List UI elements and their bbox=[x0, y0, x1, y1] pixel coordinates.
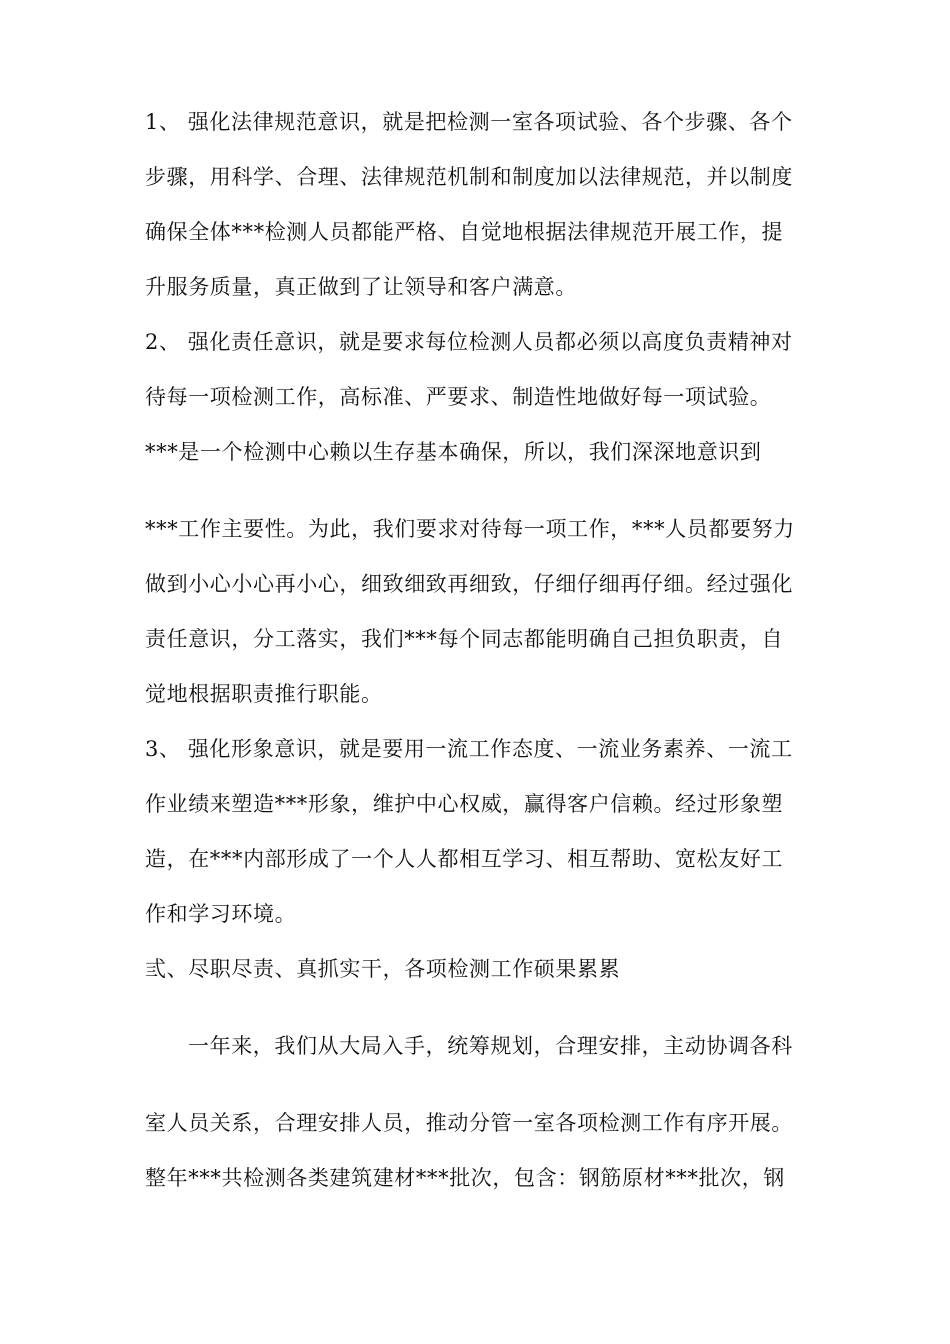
text-line: ***工作主要性。为此，我们要求对待每一项工作，***人员都要努力 bbox=[145, 517, 795, 541]
text-line: 升服务质量，真正做到了让领导和客户满意。 bbox=[145, 275, 577, 299]
text-line: 1、 强化法律规范意识，就是把检测一室各项试验、各个步骤、各个 bbox=[145, 110, 793, 134]
text-line: 2、 强化责任意识，就是要求每位检测人员都必须以高度负责精神对 bbox=[145, 330, 793, 354]
text-line: 室人员关系，合理安排人员，推动分管一室各项检测工作有序开展。 bbox=[145, 1111, 793, 1135]
text-line: 整年***共检测各类建筑建材***批次，包含：钢筋原材***批次，钢 bbox=[145, 1166, 785, 1190]
text-line: 作业绩来塑造***形象，维护中心权威，赢得客户信赖。经过形象塑 bbox=[145, 792, 784, 816]
text-line: 做到小心小心再小心，细致细致再细致，仔细仔细再仔细。经过强化 bbox=[145, 572, 793, 596]
text-line: 作和学习环境。 bbox=[145, 902, 297, 926]
text-line: 责任意识，分工落实，我们***每个同志都能明确自己担负职责，自 bbox=[145, 627, 784, 651]
text-line: 3、 强化形象意识，就是要用一流工作态度、一流业务素养、一流工 bbox=[145, 737, 793, 761]
text-line: 造，在***内部形成了一个人人都相互学习、相互帮助、宽松友好工 bbox=[145, 847, 784, 871]
paragraph-first-line: 一年来，我们从大局入手，统筹规划，合理安排，主动协调各科 bbox=[188, 1034, 793, 1058]
text-line: 觉地根据职责推行职能。 bbox=[145, 682, 383, 706]
text-line: 确保全体***检测人员都能严格、自觉地根据法律规范开展工作，提 bbox=[145, 220, 784, 244]
text-line: 待每一项检测工作，高标准、严要求、制造性地做好每一项试验。 bbox=[145, 385, 772, 409]
section-heading: 弎、尽职尽责、真抓实干，各项检测工作硕果累累 bbox=[145, 957, 621, 981]
text-line: 步骤，用科学、合理、法律规范机制和制度加以法律规范，并以制度 bbox=[145, 165, 793, 189]
text-line: ***是一个检测中心赖以生存基本确保，所以，我们深深地意识到 bbox=[145, 440, 762, 464]
